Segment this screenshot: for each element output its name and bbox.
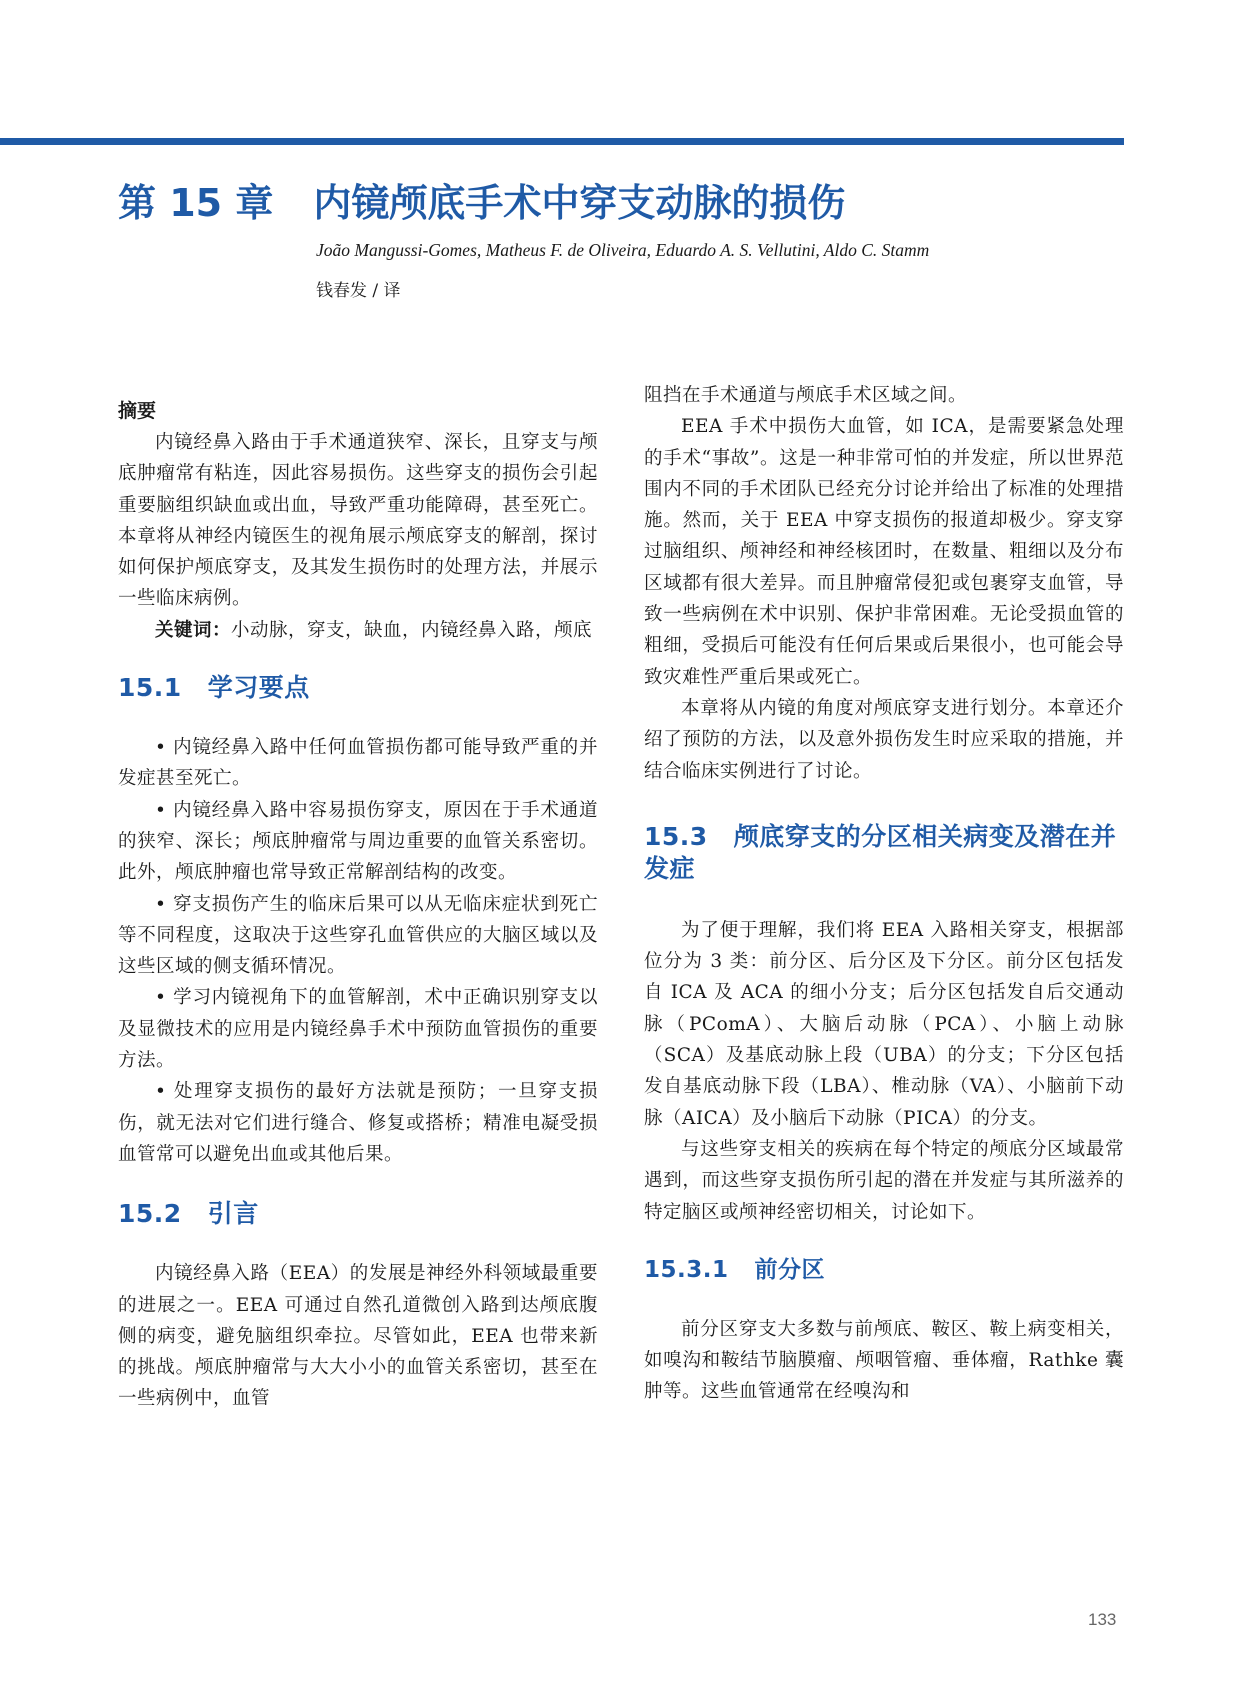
section-number: 15.1: [118, 673, 182, 703]
section-title: 颅底穿支的分区相关病变及潜在并发症: [644, 821, 1117, 883]
list-item: • 内镜经鼻入路中任何血管损伤都可能导致严重的并发症甚至死亡。: [118, 737, 598, 790]
paragraph: 为了便于理解，我们将 EEA 入路相关穿支，根据部位分为 3 类：前分区、后分区及下分区。前分区包括发自 ICA 及 ACA 的细小分支；后分区包括发自后交通动脉（PComA）、大脑后动脉（PCA）、小脑上动脉（SCA）及基底动脉上段（UBA）的分支；下分区包括发自基底动脉下段（LBA）、椎动脉（VA）、小脑前下动脉（AICA）及小脑后下动脉（PICA）的分支。: [644, 919, 1124, 1129]
list-item: • 学习内镜视角下的血管解剖，术中正确识别穿支以及显微技术的应用是内镜经鼻手术中预防血管损伤的重要方法。: [118, 987, 598, 1072]
list-item: • 穿支损伤产生的临床后果可以从无临床症状到死亡等不同程度，这取决于这些穿孔血管供应的大脑区域以及这些区域的侧支循环情况。: [118, 893, 598, 978]
paragraph: 与这些穿支相关的疾病在每个特定的颅底分区域最常遇到，而这些穿支损伤所引起的潜在并发症与其所滋养的特定脑区或颅神经密切相关，讨论如下。: [644, 1138, 1124, 1223]
abstract-heading: 摘要: [118, 400, 157, 422]
chapter-number: 第 15 章: [118, 181, 274, 225]
paragraph: EEA 手术中损伤大血管，如 ICA，是需要紧急处理的手术“事故”。这是一种非常可怕的并发症，所以世界范围内不同的手术团队已经充分讨论并给出了标准的处理措施。然而，关于 EEA 中穿支损伤的报道却极少。穿支穿过脑组织、颅神经和神经核团时，在数量、粗细以及分布区域都有很大差异。而且肿瘤常侵犯或包裹穿支血管，导致一些病例在术中识别、保护非常困难。无论受损血管的粗细，受损后可能没有任何后果或后果很小，也可能会导致灾难性严重后果或死亡。: [644, 416, 1124, 688]
list-item: • 内镜经鼻入路中容易损伤穿支，原因在于手术通道的狭窄、深长；颅底肿瘤常与周边重要的血管关系密切。此外，颅底肿瘤也常导致正常解剖结构的改变。: [118, 799, 598, 884]
translator: 钱春发 / 译: [316, 281, 401, 301]
section-heading-15-3-1: [644, 1254, 1124, 1286]
page-number: 133: [1088, 1610, 1117, 1629]
left-column: [118, 396, 598, 1415]
paragraph-continued: 阻挡在手术通道与颅底手术区域之间。: [644, 385, 968, 406]
list-item: • 处理穿支损伤的最好方法就是预防；一旦穿支损伤，就无法对它们进行缝合、修复或搭桥；精准电凝受损血管常可以避免出血或其他后果。: [118, 1081, 598, 1165]
keywords: [118, 615, 598, 646]
header-rule: [0, 138, 1124, 145]
section-title: 学习要点: [207, 673, 310, 703]
paragraph: 前分区穿支大多数与前颅底、鞍区、鞍上病变相关，如嗅沟和鞍结节脑膜瘤、颅咽管瘤、垂体瘤，Rathke 囊肿等。这些血管通常在经嗅沟和: [644, 1318, 1124, 1403]
section-heading-15-3: [644, 821, 1124, 885]
section-title: 引言: [207, 1199, 259, 1229]
section-number: 15.3.1: [644, 1256, 729, 1283]
keywords-label: 关键词：: [155, 619, 232, 641]
keywords-text: 小动脉，穿支，缺血，内镜经鼻入路，颅底: [231, 619, 593, 641]
abstract-text: 内镜经鼻入路由于手术通道狭窄、深长，且穿支与颅底肿瘤常有粘连，因此容易损伤。这些穿支的损伤会引起重要脑组织缺血或出血，导致严重功能障碍，甚至死亡。本章将从神经内镜医生的视角展示颅底穿支的解剖，探讨如何保护颅底穿支，及其发生损伤时的处理方法，并展示一些临床病例。: [118, 432, 598, 610]
section-heading-15-1: [118, 672, 598, 704]
paragraph: 本章将从内镜的角度对颅底穿支进行划分。本章还介绍了预防的方法，以及意外损伤发生时应采取的措施，并结合临床实例进行了讨论。: [644, 697, 1124, 782]
chapter-title: [118, 178, 1118, 228]
authors: João Mangussi-Gomes, Matheus F. de Oliveira, Eduardo A. S. Vellutini, Aldo C. Stamm: [316, 240, 930, 260]
chapter-title-text: 内镜颅底手术中穿支动脉的损伤: [313, 181, 846, 225]
section-number: 15.3: [644, 821, 708, 851]
paragraph: 内镜经鼻入路（EEA）的发展是神经外科领域最重要的进展之一。EEA 可通过自然孔道微创入路到达颅底腹侧的病变，避免脑组织牵拉。尽管如此，EEA 也带来新的挑战。颅底肿瘤常与大大小小的血管关系密切，甚至在一些病例中，血管: [118, 1263, 598, 1410]
section-heading-15-2: [118, 1198, 598, 1230]
section-title: 前分区: [754, 1256, 825, 1283]
right-column: [644, 380, 1124, 1408]
section-number: 15.2: [118, 1199, 182, 1229]
